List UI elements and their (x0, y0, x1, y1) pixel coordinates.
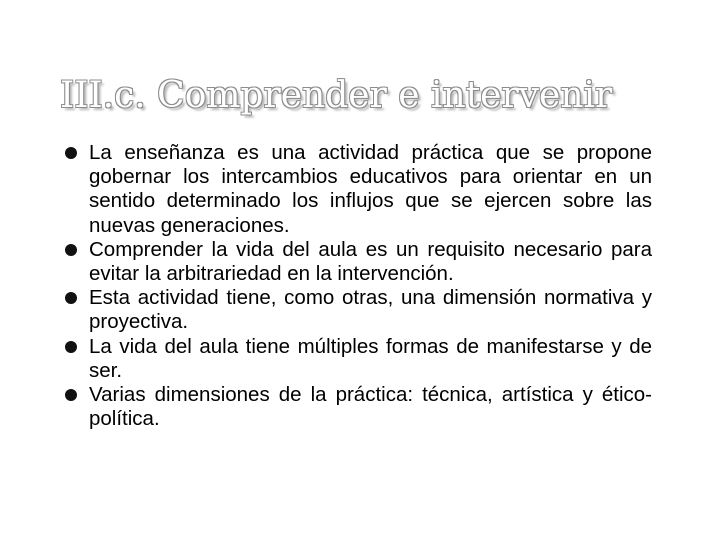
bullet-dot-icon (65, 292, 77, 304)
bullet-list (62, 141, 652, 431)
bullet-text: Esta actividad tiene, como otras, una dimensión normativa y proyectiva. (89, 286, 652, 334)
bullet-item (62, 238, 652, 286)
slide-title: III.c. Comprender e intervenir (60, 75, 613, 116)
bullet-text: Comprender la vida del aula es un requisito necesario para evitar la arbitrariedad en la intervención. (89, 237, 652, 286)
bullet-item (62, 335, 652, 383)
bullet-text: La enseñanza es una actividad práctica que se propone gobernar los intercambios educativos para orientar en un sentido determinado los influjos que se ejercen sobre las nuevas generaciones. (89, 141, 652, 237)
bullet-dot-icon (65, 244, 77, 256)
bullet-item (62, 141, 652, 238)
bullet-item (62, 383, 652, 431)
bullet-dot-icon (65, 389, 77, 401)
bullet-dot-icon (65, 147, 77, 159)
bullet-text: La vida del aula tiene múltiples formas de manifestarse y de ser. (89, 334, 652, 382)
bullet-dot-icon (65, 341, 77, 353)
bullet-text: Varias dimensiones de la práctica: técnica, artística y ético-política. (89, 383, 652, 431)
bullet-item (62, 286, 652, 334)
